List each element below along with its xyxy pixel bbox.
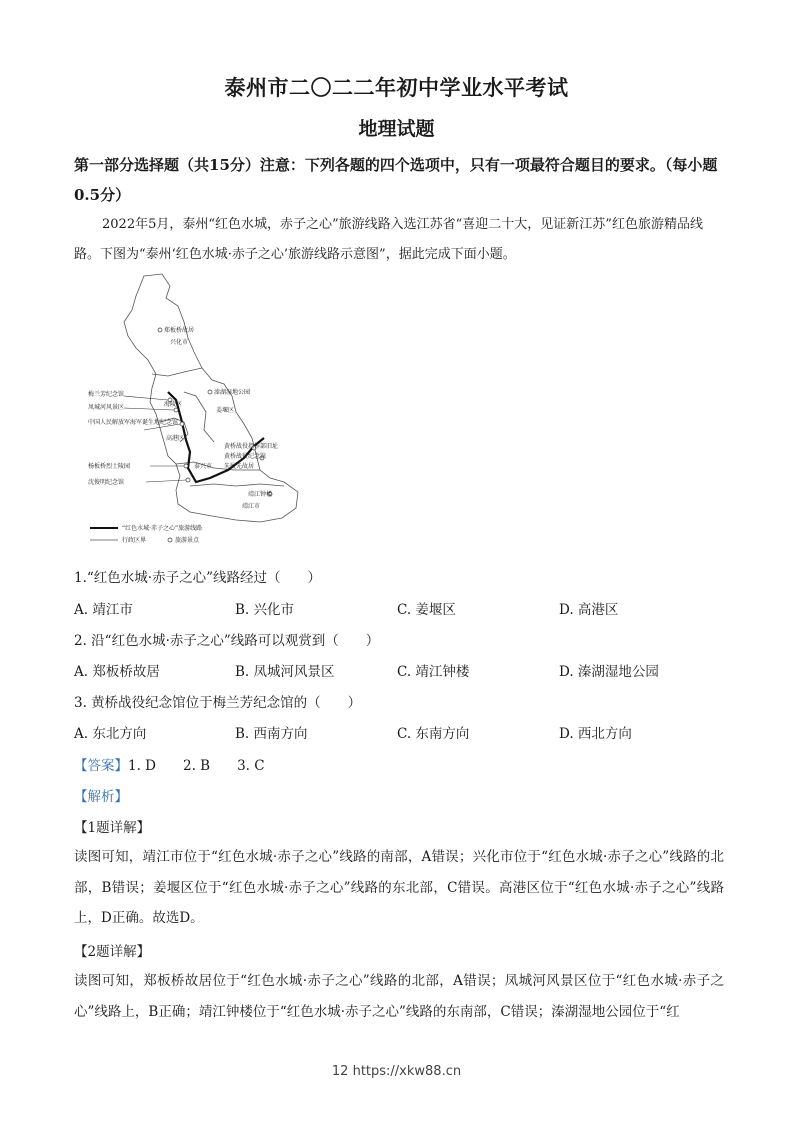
detail-2-label: 【2题详解】 xyxy=(74,944,151,960)
map-label-jingjiang-bell: 靖江钟楼 xyxy=(248,491,273,498)
answer-label: 【答案】 xyxy=(74,758,128,774)
boundary-jingjiang xyxy=(190,484,284,486)
map-label-taixing: 泰兴市 xyxy=(194,463,213,470)
exam-subtitle: 地理试题 xyxy=(358,118,435,140)
map-label-fengcheng: 凤城河风景区 xyxy=(88,404,125,411)
question-2: 2. 沿“红色水城·赤子之心”线路可以观赏到（ ） xyxy=(74,633,380,649)
map-label-hailing: 海陵区 xyxy=(164,401,183,408)
answer-line xyxy=(74,754,265,774)
map-label-zhugan: 朱履先故居 xyxy=(224,463,255,470)
map-label-meilanfang: 梅兰芳纪念馆 xyxy=(88,391,125,398)
question-1: 1.“红色水城·赤子之心”线路经过（ ） xyxy=(74,570,321,586)
q2-option-b: B. 凤城河风景区 xyxy=(235,664,335,680)
spot-marker xyxy=(174,408,178,412)
q3-option-d: D. 西北方向 xyxy=(559,726,632,742)
exam-title: 泰州市二〇二二年初中学业水平考试 xyxy=(224,75,569,100)
legend-spot-swatch xyxy=(168,538,172,542)
spot-marker xyxy=(158,328,162,332)
q2-option-d: D. 溱湖湿地公园 xyxy=(559,664,659,680)
map-label-qinhu: 溱湖湿地公园 xyxy=(214,389,251,396)
legend-boundary: 行政区界 xyxy=(122,537,147,544)
map-label-haijun: 中国人民解放军海军诞生地纪念馆 xyxy=(88,419,179,426)
analysis-label: 【解析】 xyxy=(74,789,128,805)
q1-option-b: B. 兴化市 xyxy=(235,602,295,618)
page-footer: 12 https://xkw88.cn xyxy=(331,1064,462,1079)
q1-option-d: D. 高港区 xyxy=(559,602,619,618)
route-map xyxy=(84,272,310,552)
q1-option-c: C. 姜堰区 xyxy=(397,602,456,618)
detail-1-label: 【1题详解】 xyxy=(74,820,151,836)
q2-option-a: A. 郑板桥故居 xyxy=(74,664,160,680)
answer-text: 1. D 2. B 3. C xyxy=(128,758,265,774)
detail-1-text: 读图可知，靖江市位于“红色水城·赤子之心”线路的南部，A错误；兴化市位于“红色水城·赤子之心”线路的北部，B错误；姜堰区位于“红色水城·赤子之心”线路的东北部，C错误。高港区位于“红色水城·赤子之心”线路上，D正确。故选D。 xyxy=(74,849,724,926)
detail-2-text: 读图可知，郑板桥故居位于“红色水城·赤子之心”线路的北部，A错误；凤城河风景区位于“红色水城·赤子之心”线路上，B正确；靖江钟楼位于“红色水城·赤子之心”线路的东南部，C错误；溱湖湿地公园位于“红 xyxy=(74,973,724,1020)
map-label-gaogang: 高港区 xyxy=(166,435,185,442)
legend-spot: 旅游景点 xyxy=(175,537,200,544)
leader-line xyxy=(146,480,186,482)
q3-option-a: A. 东北方向 xyxy=(74,726,147,742)
map-label-jingjiang: 靖江市 xyxy=(242,503,261,510)
map-label-zhengbanqiao: 郑板桥故居 xyxy=(164,327,195,334)
map-label-huangqiao2: 黄桥战役纪念馆 xyxy=(224,453,267,460)
legend-route: “红色水城·赤子之心”旅游线路 xyxy=(122,525,203,532)
spot-marker xyxy=(208,390,212,394)
spot-marker xyxy=(186,478,190,482)
intro-paragraph: 2022年5月，泰州“红色水城，赤子之心”旅游线路入选江苏省“喜迎二十大，见证新江苏”红色旅游精品线路。下图为“泰州‘红色水城·赤子之心’旅游线路示意图”，据此完成下面小题。 xyxy=(74,217,703,262)
q3-option-c: C. 东南方向 xyxy=(397,726,470,742)
map-label-yangbanqiao: 杨板桥烈士陵园 xyxy=(88,463,131,470)
q2-option-c: C. 靖江钟楼 xyxy=(397,664,470,680)
question-3: 3. 黄桥战役纪念馆位于梅兰芳纪念馆的（ ） xyxy=(74,695,362,711)
q3-option-b: B. 西南方向 xyxy=(235,726,308,742)
map-label-huangqiao: 黄桥战役指挥部旧址 xyxy=(224,443,279,450)
leader-line xyxy=(124,396,168,400)
map-label-shenyong: 沈俊明纪念馆 xyxy=(88,479,125,486)
section-header: 第一部分选择题（共15分）注意：下列各题的四个选项中，只有一项最符合题目的要求。（每小题0.5分） xyxy=(74,156,718,204)
spot-marker xyxy=(184,464,188,468)
spot-marker xyxy=(180,422,184,426)
q1-option-a: A. 靖江市 xyxy=(74,602,133,618)
boundary-jiangyan xyxy=(184,392,214,442)
boundary-xinghua xyxy=(152,368,202,376)
map-label-xinghua: 兴化市 xyxy=(170,339,189,346)
map-label-jiangyan: 姜堰区 xyxy=(216,407,235,414)
leader-line xyxy=(124,408,174,410)
